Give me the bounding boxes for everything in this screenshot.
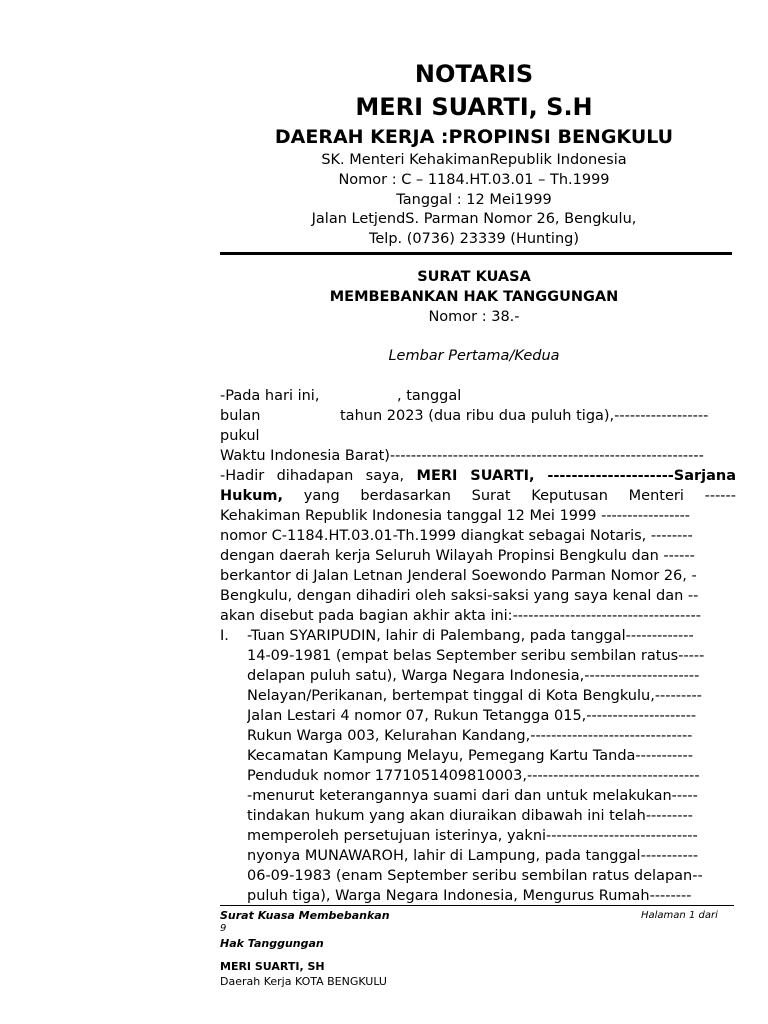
- item-line: tindakan hukum yang akan diuraikan dibawah ini telah---------: [247, 808, 693, 824]
- item-line: Nelayan/Perikanan, bertempat tinggal di Kota Bengkulu,---------: [247, 688, 702, 704]
- page-total: 9: [220, 923, 227, 934]
- footer-area: Daerah Kerja KOTA BENGKULU: [220, 975, 387, 988]
- body-line: berkantor di Jalan Letnan Jenderal Soewondo Parman Nomor 26, -: [220, 568, 697, 584]
- item-line: -menurut keterangannya suami dari dan untuk melakukan-----: [247, 788, 698, 804]
- degree-line: [220, 486, 736, 506]
- sheet-label: Lembar Pertama/Kedua: [388, 348, 560, 364]
- decree-line: SK. Menteri KehakimanRepublik Indonesia: [321, 152, 627, 168]
- footer-divider: [220, 905, 734, 906]
- body-line: akan disebut pada bagian akhir akta ini:------------------------------------: [220, 608, 701, 624]
- date-label: , tanggal: [397, 388, 462, 404]
- degree-text: Hukum,: [220, 488, 284, 504]
- item-marker: I.: [220, 628, 229, 644]
- body-line: Kehakiman Republik Indonesia tanggal 12 Mei 1999 -----------------: [220, 508, 691, 524]
- decree-basis-text: yang berdasarkan Surat Keputusan Menteri ------: [303, 488, 736, 504]
- time-line: pukul: [220, 428, 260, 444]
- appearance-line: [220, 466, 736, 486]
- item-line: nyonya MUNAWAROH, lahir di Lampung, pada tanggal-----------: [247, 848, 699, 864]
- item-line: Kecamatan Kampung Melayu, Pemegang Kartu Tanda-----------: [247, 748, 693, 764]
- decree-date: Tanggal : 12 Mei1999: [396, 192, 552, 208]
- footer-doc-title-2: Hak Tanggungan: [220, 937, 324, 950]
- month-label: bulan: [220, 408, 261, 424]
- footer-doc-title: Surat Kuasa Membebankan: [220, 909, 390, 922]
- office-address: Jalan LetjendS. Parman Nomor 26, Bengkulu,: [311, 211, 637, 227]
- body-line: dengan daerah kerja Seluruh Wilayah Propinsi Bengkulu dan ------: [220, 548, 695, 564]
- document-title: SURAT KUASA: [417, 269, 531, 285]
- year-text: tahun 2023 (dua ribu dua puluh tiga),------------------: [340, 408, 709, 424]
- letterhead-title: NOTARIS: [414, 60, 534, 88]
- page-indicator: Halaman 1 dari: [641, 910, 718, 921]
- item-line: puluh tiga), Warga Negara Indonesia, Mengurus Rumah--------: [247, 888, 692, 904]
- item-line: delapan puluh satu), Warga Negara Indonesia,----------------------: [247, 668, 700, 684]
- item-line: Jalan Lestari 4 nomor 07, Rukun Tetangga 015,---------------------: [247, 708, 697, 724]
- item-line: 06-09-1983 (enam September seribu sembilan ratus delapan--: [247, 868, 703, 884]
- body-line: nomor C-1184.HT.03.01-Th.1999 diangkat sebagai Notaris, --------: [220, 528, 693, 544]
- item-line: 14-09-1981 (empat belas September seribu sembilan ratus-----: [247, 648, 705, 664]
- day-label: -Pada hari ini,: [220, 388, 320, 404]
- timezone-line: Waktu Indonesia Barat)------------------------------------------------------------: [220, 448, 704, 464]
- month-year-line: [220, 406, 736, 426]
- notary-name: MERI SUARTI, S.H: [355, 93, 593, 121]
- item-line: Penduduk nomor 1771051409810003,---------------------------------: [247, 768, 700, 784]
- body-line: Bengkulu, dengan dihadiri oleh saksi-saksi yang saya kenal dan --: [220, 588, 699, 604]
- notary-name-inline: MERI SUARTI, ---------------------Sarjana: [416, 468, 736, 484]
- opening-line: [220, 386, 736, 406]
- appearance-text: -Hadir dihadapan saya,: [220, 468, 405, 484]
- letterhead-divider: [220, 252, 732, 255]
- document-subtitle: MEMBEBANKAN HAK TANGGUNGAN: [329, 289, 619, 305]
- office-phone: Telp. (0736) 23339 (Hunting): [368, 231, 580, 247]
- item-line: memperoleh persetujuan isterinya, yakni-----------------------------: [247, 828, 698, 844]
- item-line: -Tuan SYARIPUDIN, lahir di Palembang, pada tanggal-------------: [247, 628, 694, 644]
- document-number: Nomor : 38.-: [428, 309, 520, 325]
- decree-number: Nomor : C – 1184.HT.03.01 – Th.1999: [338, 172, 610, 188]
- item-line: Rukun Warga 003, Kelurahan Kandang,-------------------------------: [247, 728, 693, 744]
- work-region: DAERAH KERJA :PROPINSI BENGKULU: [274, 126, 674, 148]
- footer-notary: MERI SUARTI, SH: [220, 960, 325, 973]
